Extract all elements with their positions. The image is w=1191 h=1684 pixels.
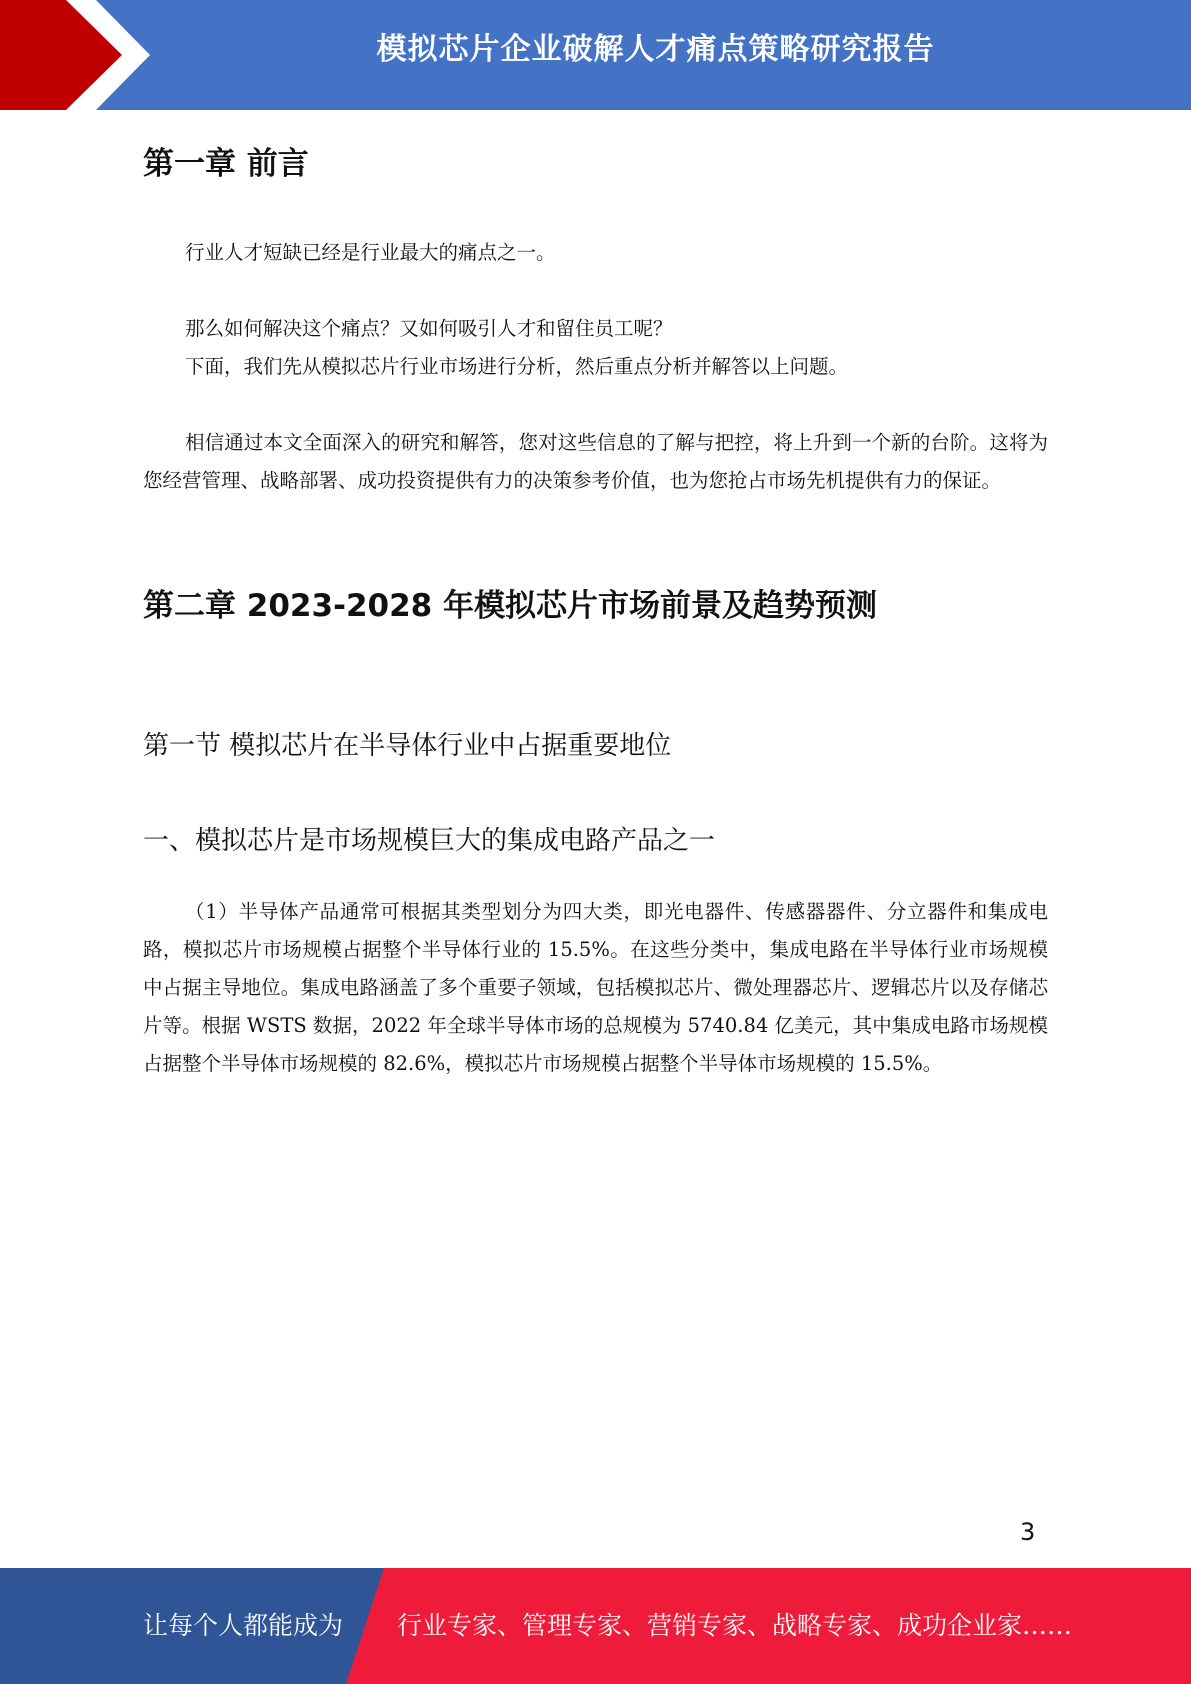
- footer-slogan-left: 让每个人都能成为: [143, 1611, 344, 1640]
- chapter-1-paragraph-1: 行业人才短缺已经是行业最大的痛点之一。: [185, 241, 556, 264]
- section-1-title: 第一节 模拟芯片在半导体行业中占据重要地位: [143, 731, 672, 761]
- page-number: 3: [1020, 1518, 1036, 1546]
- chapter-1-paragraph-4: 相信通过本文全面深入的研究和解答，您对这些信息的了解与把控，将上升到一个新的台阶。这将为您经营管理、战略部署、成功投资提供有力的决策参考价值，也为您抢占市场先机提供有力的保证。: [143, 431, 1048, 492]
- footer-slogan-right: 行业专家、管理专家、营销专家、战略专家、成功企业家……: [397, 1611, 1073, 1640]
- footer-banner: [0, 1568, 1191, 1684]
- chapter-1-paragraph-2: 那么如何解决这个痛点？又如何吸引人才和留住员工呢？: [185, 317, 673, 340]
- chapter-1-paragraph-3: 下面，我们先从模拟芯片行业市场进行分析，然后重点分析并解答以上问题。: [185, 355, 849, 378]
- subsection-1-title: 一、模拟芯片是市场规模巨大的集成电路产品之一: [143, 826, 716, 856]
- chapter-2-title: 第二章 2023-2028 年模拟芯片市场前景及趋势预测: [143, 588, 878, 624]
- chapter-2-paragraph-1: （1）半导体产品通常可根据其类型划分为四大类，即光电器件、传感器器件、分立器件和集成电路，模拟芯片市场规模占据整个半导体行业的 15.5%。在这些分类中，集成电路在半导体行业市场规模中占据主导地位。集成电路涵盖了多个重要子领域，包括模拟芯片、微处理器芯片、逻辑芯片以及存储芯片等。根据 WSTS 数据，2022 年全球半导体市场的总规模为 5740.84 亿美元，其中集成电路市场规模占据整个半导体市场规模的 82.6%，模拟芯片市场规模占据整个半导体市场规模的 15.5%。: [143, 900, 1048, 1075]
- header-banner: [0, 0, 1191, 110]
- report-title: 模拟芯片企业破解人才痛点策略研究报告: [376, 32, 935, 67]
- chapter-1-title: 第一章 前言: [143, 146, 309, 182]
- header-chevron-decoration: [0, 0, 160, 110]
